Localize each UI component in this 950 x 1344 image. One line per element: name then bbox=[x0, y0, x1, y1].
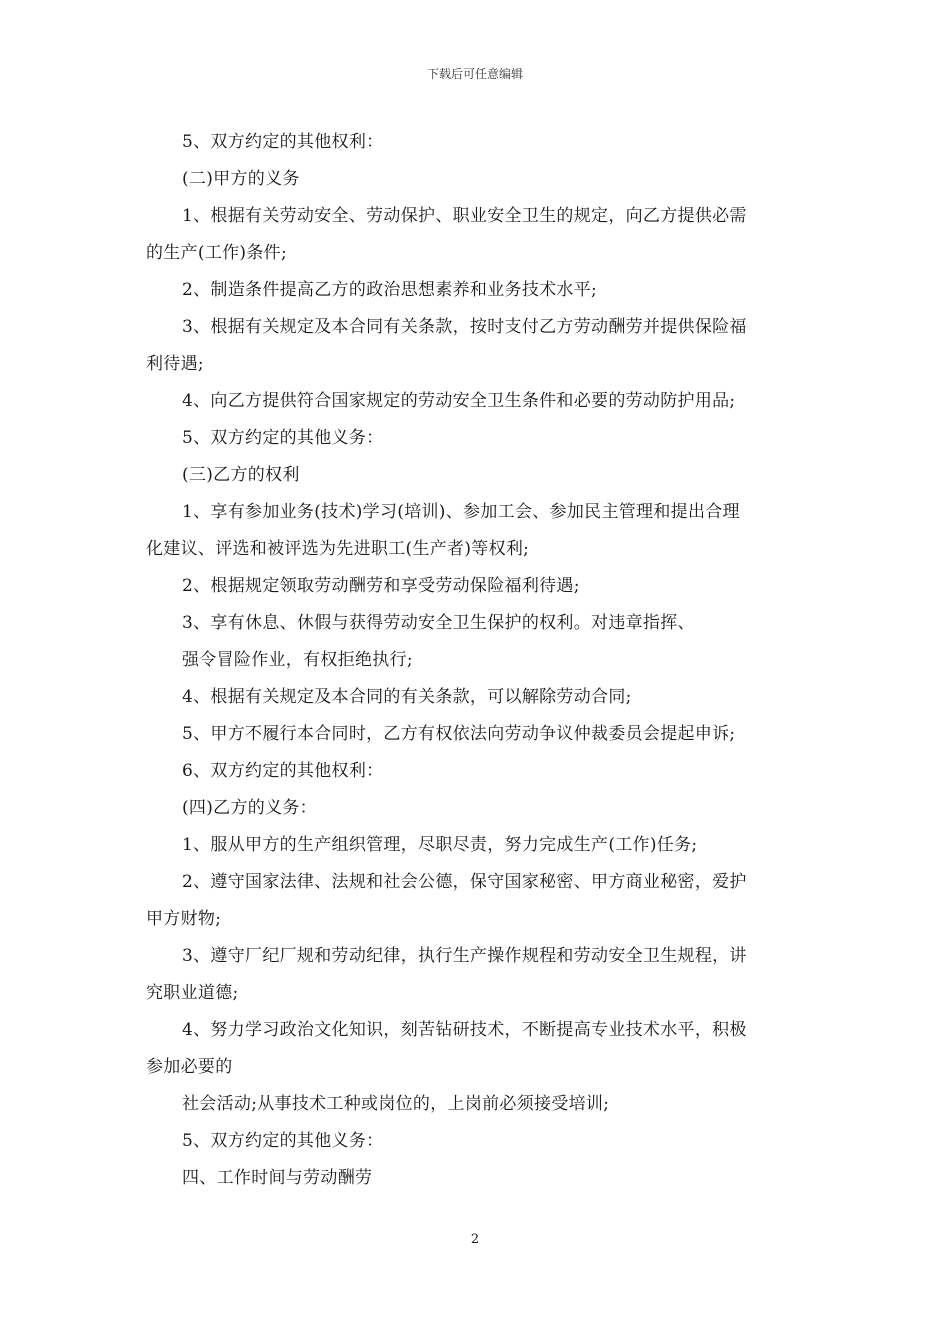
text-line: 3、享有休息、休假与获得劳动安全卫生保护的权利。对违章指挥、 bbox=[182, 613, 695, 633]
page-number: 2 bbox=[470, 1232, 480, 1247]
text-line: 3、遵守厂纪厂规和劳动纪律，执行生产操作规程和劳动安全卫生规程，讲 bbox=[182, 946, 747, 966]
text-line: 化建议、评选和被评选为先进职工(生产者)等权利; bbox=[146, 539, 530, 559]
section-heading: (三)乙方的权利 bbox=[182, 465, 300, 485]
section-heading: (二)甲方的义务 bbox=[182, 169, 300, 189]
text-line: 5、甲方不履行本合同时，乙方有权依法向劳动争议仲裁委员会提起申诉; bbox=[182, 724, 736, 744]
text-line: 5、双方约定的其他权利： bbox=[182, 132, 384, 152]
text-line: 1、根据有关劳动安全、劳动保护、职业安全卫生的规定，向乙方提供必需 bbox=[182, 206, 747, 226]
text-line: 的生产(工作)条件; bbox=[146, 243, 287, 263]
text-line: 究职业道德; bbox=[146, 983, 239, 1003]
text-line: 利待遇; bbox=[146, 354, 204, 374]
text-line: 4、向乙方提供符合国家规定的劳动安全卫生条件和必要的劳动防护用品; bbox=[182, 391, 736, 411]
text-line: 5、双方约定的其他义务： bbox=[182, 1131, 384, 1151]
text-line: 4、努力学习政治文化知识，刻苦钻研技术，不断提高专业技术水平，积极 bbox=[182, 1020, 747, 1040]
text-line: 1、享有参加业务(技术)学习(培训)、参加工会、参加民主管理和提出合理 bbox=[182, 502, 740, 522]
document-body bbox=[146, 124, 808, 1197]
text-line: 强令冒险作业，有权拒绝执行; bbox=[182, 650, 413, 670]
page-header: 下载后可任意编辑 bbox=[426, 67, 523, 81]
text-line: 4、根据有关规定及本合同的有关条款，可以解除劳动合同; bbox=[182, 687, 632, 707]
section-heading: 四、工作时间与劳动酬劳 bbox=[182, 1168, 373, 1188]
text-line: 5、双方约定的其他义务： bbox=[182, 428, 384, 448]
text-line: 1、服从甲方的生产组织管理，尽职尽责，努力完成生产(工作)任务; bbox=[182, 835, 698, 855]
text-line: 社会活动;从事技术工种或岗位的，上岗前必须接受培训; bbox=[182, 1094, 610, 1114]
text-line: 2、遵守国家法律、法规和社会公德，保守国家秘密、甲方商业秘密，爱护 bbox=[182, 872, 747, 892]
text-line: 参加必要的 bbox=[146, 1057, 233, 1077]
text-line: 2、制造条件提高乙方的政治思想素养和业务技术水平; bbox=[182, 280, 598, 300]
text-line: 3、根据有关规定及本合同有关条款，按时支付乙方劳动酬劳并提供保险福 bbox=[182, 317, 747, 337]
text-line: 甲方财物; bbox=[146, 909, 222, 929]
text-line: 2、根据规定领取劳动酬劳和享受劳动保险福利待遇; bbox=[182, 576, 580, 596]
text-line: 6、双方约定的其他权利： bbox=[182, 761, 384, 781]
section-heading: (四)乙方的义务： bbox=[182, 798, 317, 818]
